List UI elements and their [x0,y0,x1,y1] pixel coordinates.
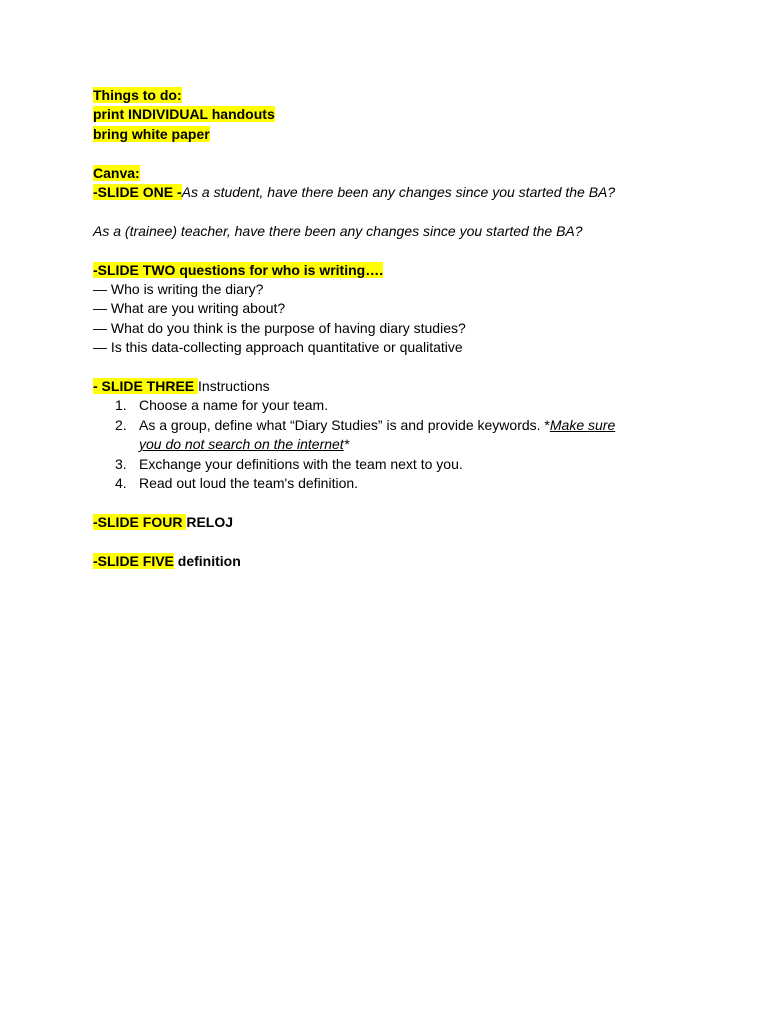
slide-one-line [93,183,713,202]
spacer [93,241,713,260]
slide-five-text: definition [173,552,241,569]
list-item: 4. Read out loud the team's definition. [115,475,359,492]
slide-two-question: — Who is writing the diary? [93,281,264,298]
emphasis-text: you do not search on the internet [139,436,344,453]
spacer [93,202,713,221]
slide-one-question: As a student, have there been any changes since you started the BA? [181,184,616,201]
slide-two-label: -SLIDE TWO questions for who is writing…. [93,261,384,278]
slide-two-question: — What do you think is the purpose of having diary studies? [93,319,466,336]
list-item: 2. As a group, define what “Diary Studies” is and provide keywords. *Make sure you do not search on the internet* [115,416,616,453]
list-item: 3. Exchange your definitions with the team next to you. [115,455,463,472]
slide-two-question: — What are you writing about? [93,300,286,317]
spacer [93,358,713,377]
instructions-list [93,396,713,493]
slide-four-text: RELOJ [186,513,234,530]
slide-four-line [93,513,713,532]
spacer [93,532,713,551]
spacer [93,144,713,163]
slide-one-question-2: As a (trainee) teacher, have there been any changes since you started the BA? [93,222,583,239]
slide-two-question: — Is this data-collecting approach quantitative or qualitative [93,339,463,356]
todo-item: print INDIVIDUAL handouts [93,106,275,123]
slide-three-label: - SLIDE THREE [93,378,199,395]
slide-five-label: -SLIDE FIVE [93,552,174,569]
emphasis-text: Make sure [549,416,616,433]
todo-heading: Things to do: [93,87,182,103]
spacer [93,493,713,512]
slide-four-label: -SLIDE FOUR [93,513,187,530]
canva-heading: Canva: [93,164,140,181]
slide-three-line [93,377,713,396]
document-page [93,86,713,571]
todo-item: bring white paper [93,125,210,142]
slide-three-title: Instructions [198,378,270,395]
slide-five-line [93,552,713,571]
slide-one-label: -SLIDE ONE - [93,184,182,201]
list-item: 1. Choose a name for your team. [115,397,329,414]
